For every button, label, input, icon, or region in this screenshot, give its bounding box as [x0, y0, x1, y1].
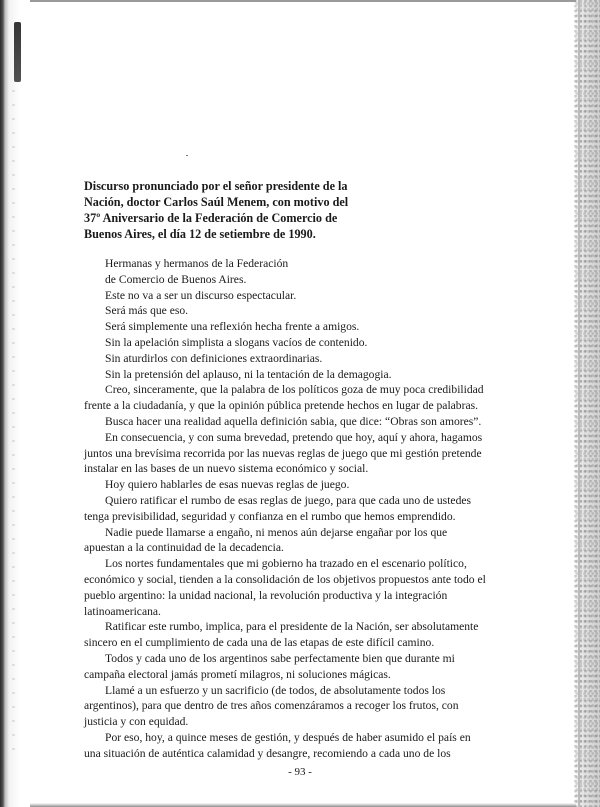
heading-line: 37º Aniversario de la Federación de Comercio de — [84, 211, 338, 225]
body-line: Llamé a un esfuerzo y un sacrificio (de todos, de absolutamente todos los — [105, 683, 446, 697]
body-line: Sin la apelación simplista a slogans vacíos de contenido. — [105, 335, 368, 349]
scan-binding-dots — [12, 90, 15, 750]
body-line: Sin la pretensión del aplauso, ni la tentación de la demagogia. — [105, 367, 392, 381]
body-line: Será más que eso. — [105, 304, 189, 318]
body-line: Por eso, hoy, a quince meses de gestión, y después de haber asumido el país en — [105, 730, 471, 744]
scan-right-border — [578, 0, 580, 807]
body-line: pueblo argentino: la unidad nacional, la revolución productiva y la integración — [84, 588, 448, 602]
body-line: Nadie puede llamarse a engaño, ni menos aún dejarse engañar por los que — [105, 525, 448, 539]
body-line: justicia y con equidad. — [84, 715, 189, 729]
body-line: Ratificar este rumbo, implica, para el presidente de la Nación, ser absolutamente — [105, 620, 479, 634]
heading-line: Nación, doctor Carlos Saúl Menem, con motivo del — [84, 195, 349, 209]
body-line: económico y social, tienden a la consolidación de los objetivos propuestos ante todo el — [84, 572, 486, 586]
body-line: Sin aturdirlos con definiciones extraordinarias. — [105, 351, 323, 365]
speech-body — [84, 256, 524, 762]
scan-speck — [186, 155, 188, 156]
speech-heading — [84, 178, 374, 242]
body-line: tenga previsibilidad, seguridad y confianza en el rumbo que hemos emprendido. — [84, 509, 456, 523]
body-line: una situación de auténtica calamidad y desangre, recomiendo a cada uno de los — [84, 746, 451, 760]
body-line: Todos y cada uno de los argentinos sabe perfectamente bien que durante mi — [105, 651, 455, 665]
body-line: Creo, sinceramente, que la palabra de los políticos goza de muy poca credibilidad — [105, 383, 484, 397]
body-line: sincero en el cumplimiento de cada una de las etapas de este difícil camino. — [84, 636, 435, 650]
body-line: Quiero ratificar el rumbo de esas reglas de juego, para que cada uno de ustedes — [105, 493, 472, 507]
body-line: frente a la ciudadanía, y que la opinión pública pretende hechos en lugar de palabras. — [84, 399, 479, 413]
body-line: argentinos), para que dentro de tres años comenzáramos a recoger los frutos, con — [84, 699, 459, 713]
body-line: latinoamericana. — [84, 604, 161, 618]
page-number: - 93 - — [288, 766, 312, 778]
body-line: apuestan a la continuidad de la decadencia. — [84, 541, 284, 555]
heading-line: Discurso pronunciado por el señor presidente de la — [84, 179, 348, 193]
scan-top-edge — [30, 0, 576, 2]
body-line: Busca hacer una realidad aquella definición sabia, que dice: “Obras son amores”. — [105, 414, 482, 428]
body-line: Los nortes fundamentales que mi gobierno ha trazado en el escenario político, — [105, 557, 467, 571]
body-line: Hermanas y hermanos de la Federación — [105, 257, 289, 270]
scan-bottom-edge — [30, 803, 576, 807]
body-line: campaña electoral jamás prometí milagros, ni soluciones mágicas. — [84, 667, 391, 681]
body-line: juntos una brevísima recorrida por las nuevas reglas de juego que mi gestión pretende — [84, 446, 482, 460]
body-line: de Comercio de Buenos Aires. — [105, 272, 247, 286]
scan-left-edge — [0, 0, 32, 807]
body-line: Hoy quiero hablarles de esas nuevas reglas de juego. — [105, 478, 350, 492]
body-line: Será simplemente una reflexión hecha frente a amigos. — [105, 320, 360, 334]
scan-binding-mark — [14, 22, 21, 82]
body-line: Este no va a ser un discurso espectacular. — [105, 288, 297, 302]
body-line: instalar en las bases de un nuevo sistema económico y social. — [84, 462, 369, 476]
body-line: En consecuencia, y con suma brevedad, pretendo que hoy, aquí y ahora, hagamos — [105, 430, 483, 444]
heading-line: Buenos Aires, el día 12 de setiembre de 1990. — [84, 227, 316, 241]
